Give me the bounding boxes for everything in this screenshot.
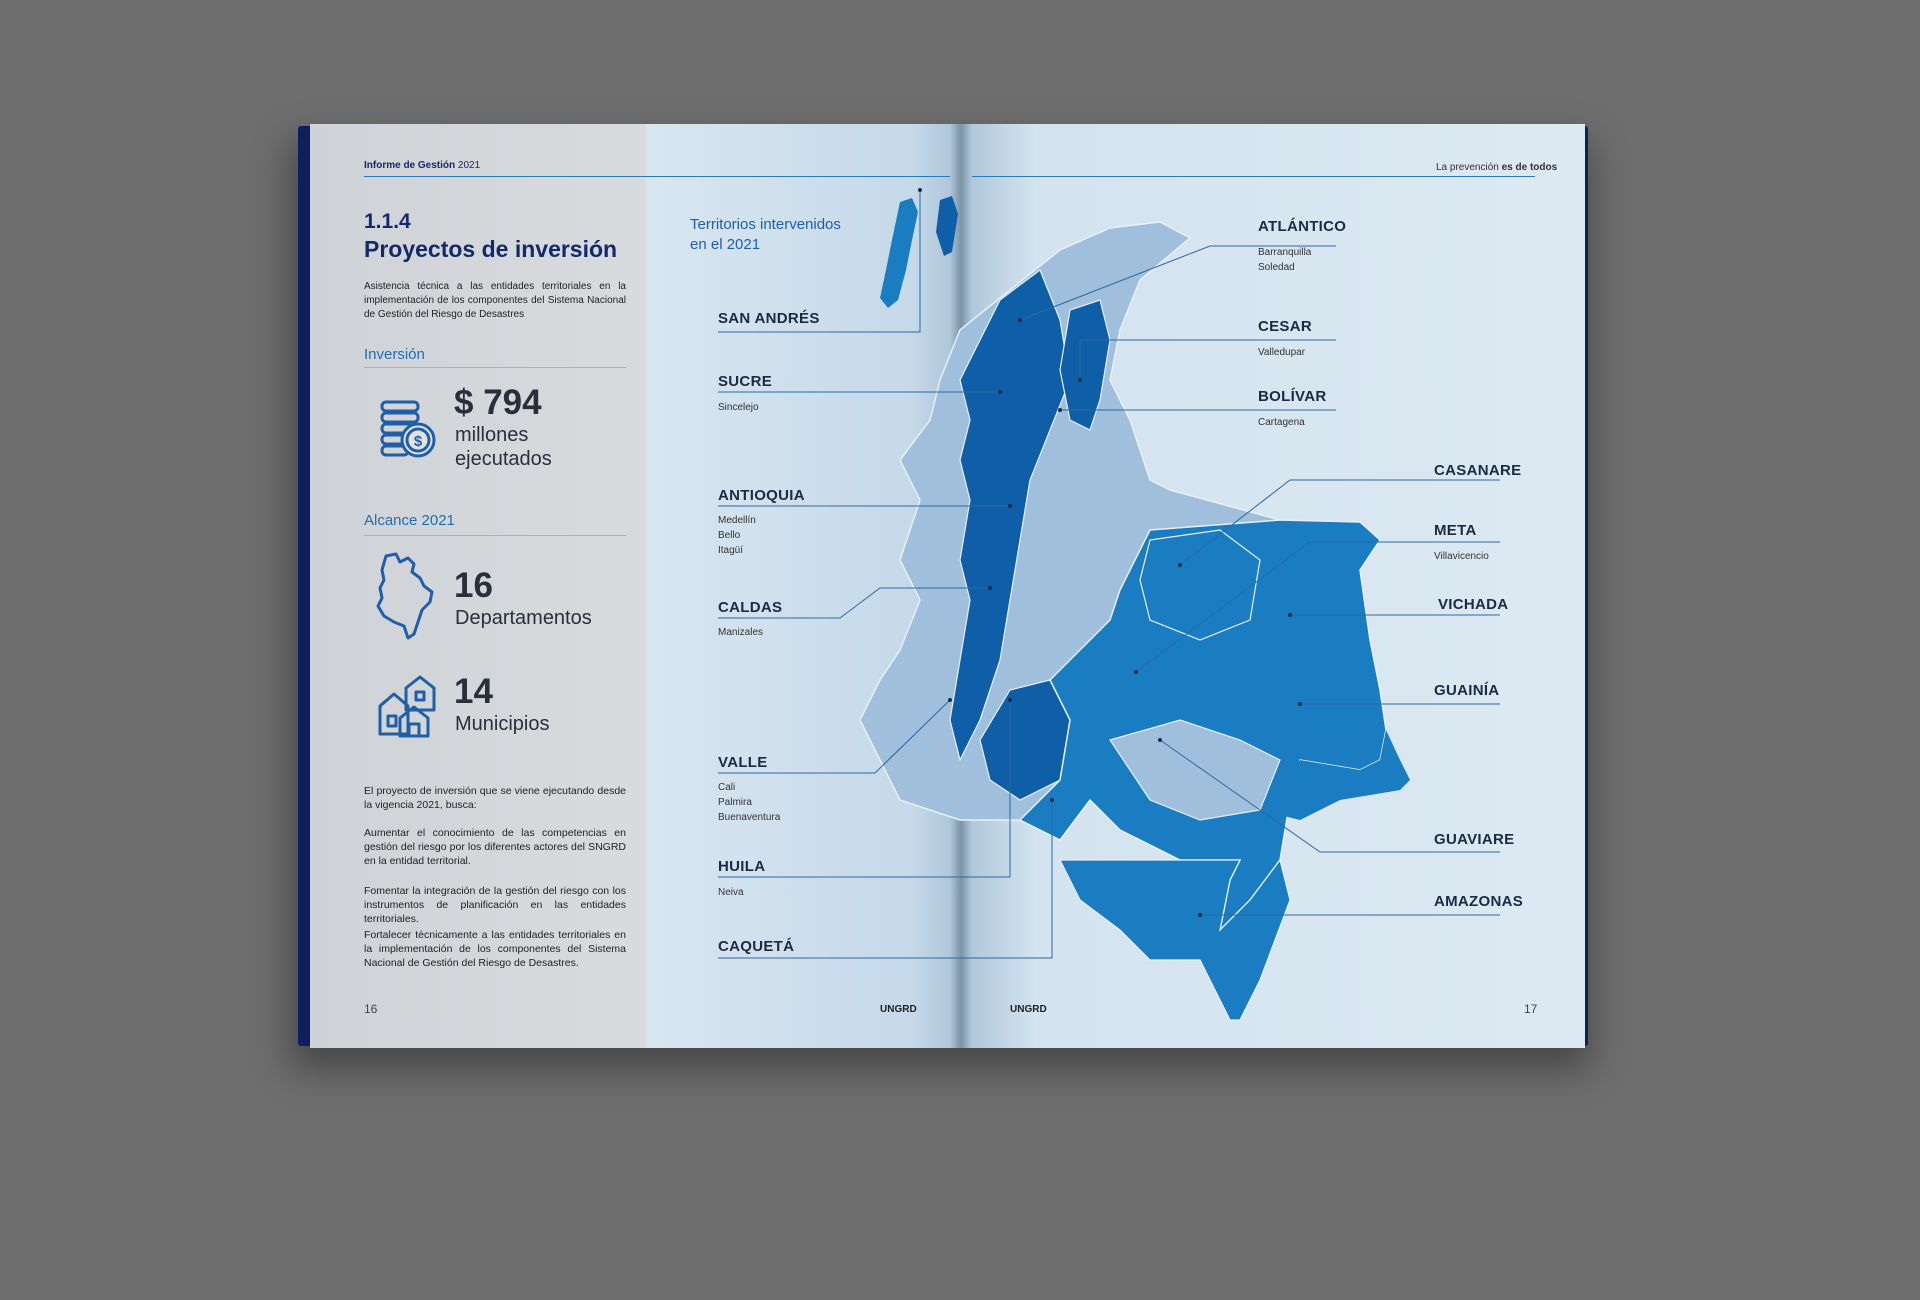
label-san-andres: SAN ANDRÉS	[718, 310, 820, 327]
city-cartagena: Cartagena	[1258, 417, 1305, 428]
investment-unit-line1: millones	[455, 424, 529, 446]
label-huila: HUILA	[718, 858, 766, 875]
label-guainia: GUAINÍA	[1434, 682, 1500, 699]
label-caldas: CALDAS	[718, 599, 783, 616]
body-paragraph-3: Fomentar la integración de la gestión del riesgo con los instrumentos de planificación en las entidades territoriales.	[364, 885, 626, 925]
label-cesar: CESAR	[1258, 318, 1313, 335]
map-casanare	[1140, 530, 1260, 640]
body-paragraph-1: El proyecto de inversión que se viene ejecutando desde la vigencia 2021, busca:	[364, 785, 626, 811]
city-medellin: Medellín	[718, 515, 756, 526]
city-manizales: Manizales	[718, 627, 764, 638]
city-villavicencio: Villavicencio	[1434, 551, 1489, 562]
city-sincelejo: Sincelejo	[718, 402, 759, 413]
label-valle: VALLE	[718, 754, 768, 771]
section-title: Proyectos de inversión	[364, 236, 618, 262]
label-meta: META	[1434, 522, 1477, 539]
city-barranquilla: Barranquilla	[1258, 247, 1312, 258]
label-atlantico: ATLÁNTICO	[1258, 218, 1347, 235]
tagline-regular: La prevención	[1436, 162, 1499, 173]
right-page-number: 17	[1524, 1002, 1538, 1016]
tagline-bold: es de todos	[1501, 162, 1558, 173]
right-footer-brand: UNGRD	[1010, 1004, 1047, 1015]
label-vichada: VICHADA	[1438, 596, 1509, 613]
departments-label: Departamentos	[455, 607, 592, 629]
label-amazonas: AMAZONAS	[1434, 893, 1524, 910]
map-title-line2: en el 2021	[690, 236, 761, 253]
body-paragraph-2: Aumentar el conocimiento de las competencias en gestión del riesgo por los diferentes actores del SNGRD en la entidad territorial.	[364, 827, 626, 867]
investment-unit-line2: ejecutados	[455, 448, 552, 470]
section-number: 1.1.4	[364, 210, 411, 233]
report-header-year: 2021	[457, 160, 481, 171]
label-guaviare: GUAVIARE	[1434, 831, 1515, 848]
san-andres-island	[880, 198, 918, 308]
label-antioquia: ANTIOQUIA	[718, 487, 805, 504]
municipalities-label: Municipios	[455, 713, 550, 735]
city-itagui: Itagüí	[718, 545, 744, 556]
label-casanare: CASANARE	[1434, 462, 1522, 479]
city-neiva: Neiva	[718, 887, 744, 898]
providencia-island	[936, 196, 958, 256]
left-page-number: 16	[364, 1002, 378, 1016]
label-caqueta: CAQUETÁ	[718, 938, 795, 955]
report-header-title: Informe de Gestión	[364, 160, 456, 171]
departments-value: 16	[454, 566, 493, 605]
map-title-line1: Territorios intervenidos	[690, 216, 841, 233]
city-cali: Cali	[718, 782, 736, 793]
investment-amount: $ 794	[454, 383, 542, 422]
label-bolivar: BOLÍVAR	[1258, 388, 1327, 405]
municipalities-value: 14	[454, 672, 493, 711]
scope-heading: Alcance 2021	[364, 512, 455, 529]
city-bello: Bello	[718, 530, 741, 541]
body-paragraph-4: Fortalecer técnicamente a las entidades territoriales en la implementación de los componentes del Sistema Nacional de Gestión del Riesgo de Desastres.	[364, 929, 626, 969]
city-palmira: Palmira	[718, 797, 752, 808]
left-footer-brand: UNGRD	[880, 1004, 917, 1015]
label-sucre: SUCRE	[718, 373, 773, 390]
city-buenaventura: Buenaventura	[718, 812, 781, 823]
svg-text:$: $	[413, 433, 423, 450]
city-valledupar: Valledupar	[1258, 347, 1306, 358]
section-intro: Asistencia técnica a las entidades territoriales en la implementación de los componentes del Sistema Nacional de Gestión del Riesgo de Desastres	[364, 281, 626, 320]
city-soledad: Soledad	[1258, 262, 1295, 273]
investment-heading: Inversión	[364, 346, 425, 363]
